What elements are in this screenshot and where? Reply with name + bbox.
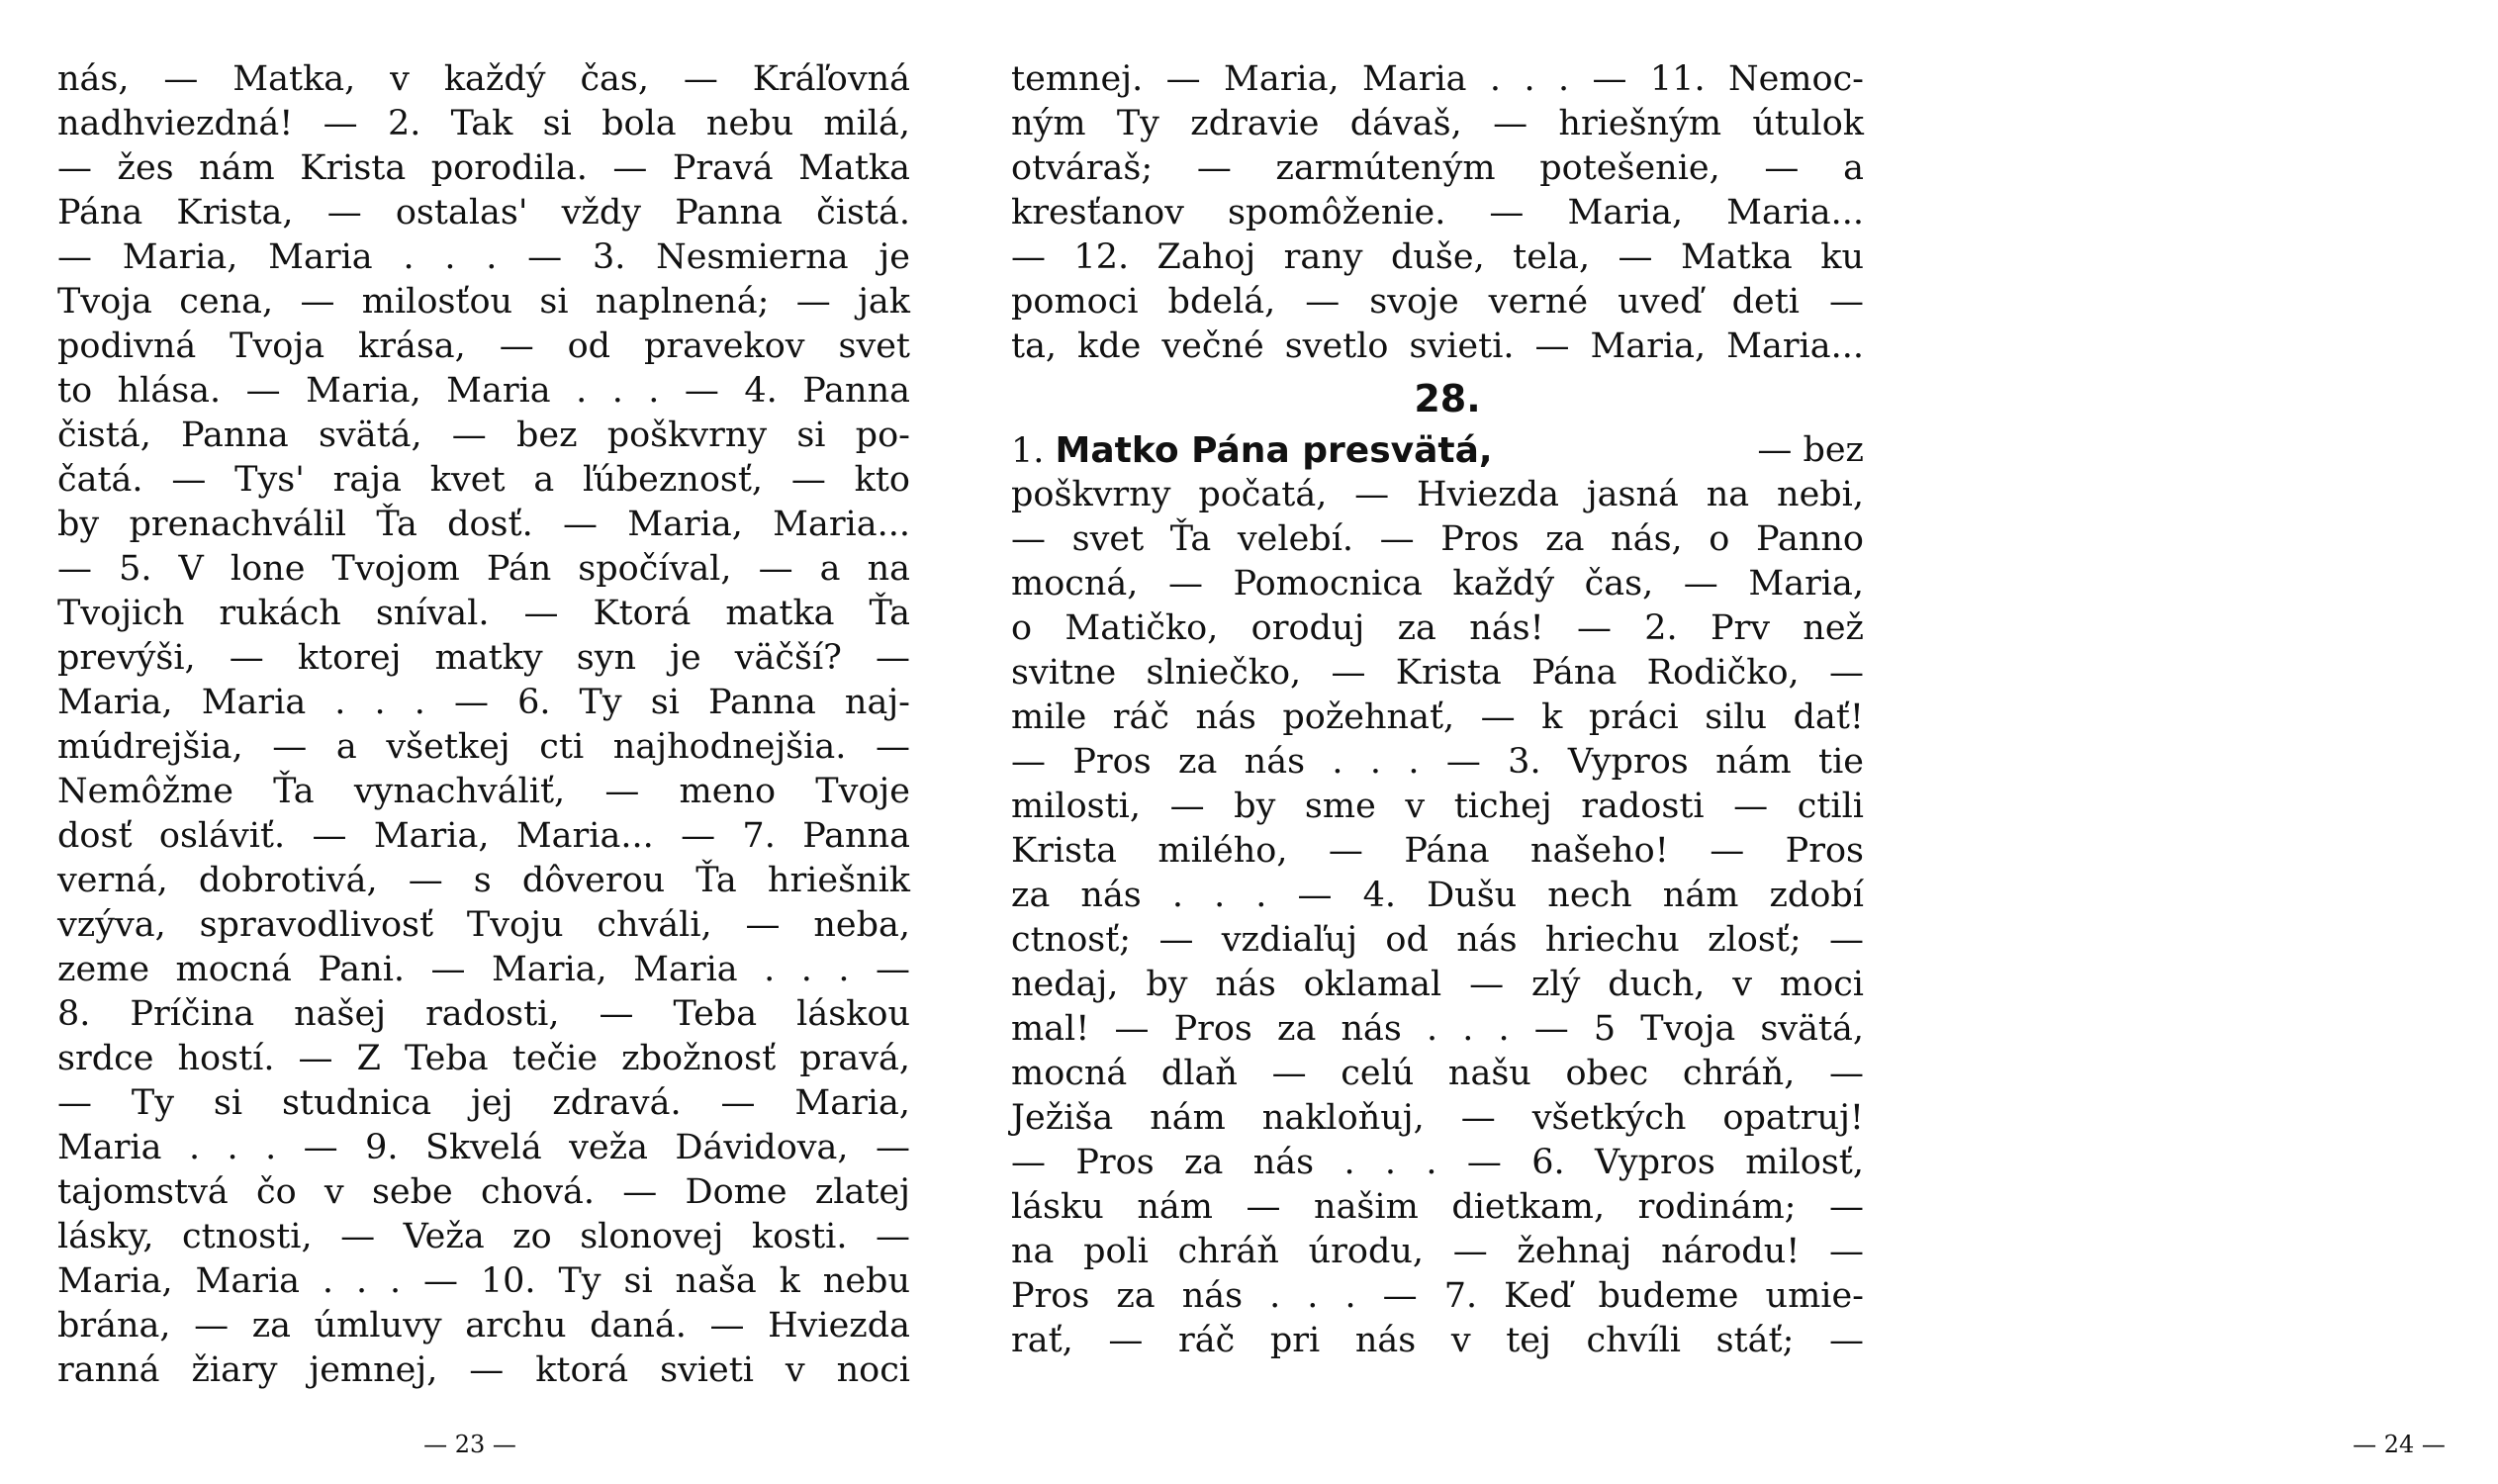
text-line: Maria . . . — 9. Skvelá veža Dávidova, — <box>57 1128 910 1167</box>
text-line: rať, — ráč pri nás v tej chvíli stáť; — <box>1011 1321 1864 1360</box>
text-line: mal! — Pros za nás . . . — 5 Tvoja svätá, <box>1011 1009 1864 1049</box>
text-line: lásku nám — našim dietkam, rodinám; — <box>1011 1187 1864 1227</box>
text-line: Nemôžme Ťa vynachváliť, — meno Tvoje <box>57 772 910 811</box>
text-line: srdce hostí. — Z Teba tečie zbožnosť pravá, <box>57 1039 910 1078</box>
text-line: svitne slniečko, — Krista Pána Rodičko, — <box>1011 653 1864 693</box>
text-line: — 12. Zahoj rany duše, tela, — Matka ku <box>1011 237 1864 277</box>
text-line: za nás . . . — 4. Dušu nech nám zdobí <box>1011 876 1864 915</box>
text-line: — 5. V lone Tvojom Pán spočíval, — a na <box>57 549 910 589</box>
text-line: pomoci bdelá, — svoje verné uveď deti — <box>1011 282 1864 322</box>
text-line: mile ráč nás požehnať, — k práci silu dať! <box>1011 697 1864 737</box>
text-line: temnej. — Maria, Maria . . . — 11. Nemoc- <box>1011 59 1864 99</box>
text-line: Ježiša nám nakloňuj, — všetkých opatruj! <box>1011 1098 1864 1138</box>
left-page-text <box>57 57 910 1393</box>
text-line: ctnosť; — vzdiaľuj od nás hriechu zlosť; — <box>1011 920 1864 960</box>
hymn-number: 28. <box>1414 377 1481 420</box>
text-line: Pána Krista, — ostalas' vždy Panna čistá. <box>57 193 910 232</box>
text-line: by prenachválil Ťa dosť. — Maria, Maria... <box>57 505 910 544</box>
hymn-title-line <box>1011 428 1864 473</box>
right-page-text <box>1011 57 1864 1363</box>
text-line: nedaj, by nás oklamal — zlý duch, v moci <box>1011 965 1864 1004</box>
text-line: lásky, ctnosti, — Veža zo slonovej kosti. — <box>57 1217 910 1256</box>
text-line: Tvoja cena, — milosťou si naplnená; — jak <box>57 282 910 322</box>
text-line: zeme mocná Pani. — Maria, Maria . . . — <box>57 950 910 989</box>
text-line: na poli chráň úrodu, — žehnaj národu! — <box>1011 1232 1864 1271</box>
text-line: tajomstvá čo v sebe chová. — Dome zlatej <box>57 1172 910 1212</box>
text-line: mocná dlaň — celú našu obec chráň, — <box>1011 1054 1864 1093</box>
text-line: Tvojich rukách sníval. — Ktorá matka Ťa <box>57 594 910 633</box>
text-line: Maria, Maria . . . — 6. Ty si Panna naj- <box>57 683 910 722</box>
text-line: čatá. — Tys' raja kvet a ľúbeznosť, — kto <box>57 460 910 500</box>
page-number-left: — 23 — <box>423 1431 516 1458</box>
text-line: o Matičko, oroduj za nás! — 2. Prv než <box>1011 608 1864 648</box>
text-line: ranná žiary jemnej, — ktorá svieti v noci <box>57 1350 910 1390</box>
text-line: čistá, Panna svätá, — bez poškvrny si po- <box>57 416 910 455</box>
text-line: Pros za nás . . . — 7. Keď budeme umie- <box>1011 1276 1864 1316</box>
text-line: milosti, — by sme v tichej radosti — ctili <box>1011 787 1864 826</box>
text-line: prevýši, — ktorej matky syn je väčší? — <box>57 638 910 678</box>
text-line: verná, dobrotivá, — s dôverou Ťa hriešnik <box>57 861 910 900</box>
text-line: dosť osláviť. — Maria, Maria... — 7. Panna <box>57 816 910 856</box>
text-line: kresťanov spomôženie. — Maria, Maria... <box>1011 193 1864 232</box>
text-line: múdrejšia, — a všetkej cti najhodnejšia. — <box>57 727 910 767</box>
text-line: poškvrny počatá, — Hviezda jasná na nebi, <box>1011 475 1864 514</box>
text-line: to hlása. — Maria, Maria . . . — 4. Panna <box>57 371 910 411</box>
text-line: nadhviezdná! — 2. Tak si bola nebu milá, <box>57 104 910 143</box>
text-line: — Pros za nás . . . — 3. Vypros nám tie <box>1011 742 1864 782</box>
title-line-rest: — bez <box>1757 430 1864 470</box>
text-line: vzýva, spravodlivosť Tvoju chváli, — neba, <box>57 905 910 945</box>
page-number-right: — 24 — <box>2353 1431 2446 1458</box>
text-line: brána, — za úmluvy archu daná. — Hviezda <box>57 1306 910 1345</box>
text-line: 8. Príčina našej radosti, — Teba láskou <box>57 994 910 1034</box>
text-line: ta, kde večné svetlo svieti. — Maria, Maria... <box>1011 326 1864 366</box>
text-line: podivná Tvoja krása, — od pravekov svet <box>57 326 910 366</box>
text-line: mocná, — Pomocnica každý čas, — Maria, <box>1011 564 1864 603</box>
text-line: — Ty si studnica jej zdravá. — Maria, <box>57 1083 910 1123</box>
text-line: — Maria, Maria . . . — 3. Nesmierna je <box>57 237 910 277</box>
text-line: — žes nám Krista porodila. — Pravá Matka <box>57 148 910 188</box>
text-line: — Pros za nás . . . — 6. Vypros milosť, <box>1011 1143 1864 1182</box>
verse-number: 1. <box>1011 431 1056 471</box>
left-page <box>0 0 957 1484</box>
text-line: Maria, Maria . . . — 10. Ty si naša k nebu <box>57 1261 910 1301</box>
text-line: Krista milého, — Pána našeho! — Pros <box>1011 831 1864 871</box>
hymn-title-group <box>1011 428 1493 473</box>
text-line: — svet Ťa velebí. — Pros za nás, o Panno <box>1011 519 1864 559</box>
text-line: nás, — Matka, v každý čas, — Kráľovná <box>57 59 910 99</box>
text-line: otváraš; — zarmúteným potešenie, — a <box>1011 148 1864 188</box>
text-line: ným Ty zdravie dávaš, — hriešným útulok <box>1011 104 1864 143</box>
hymn-title: Matko Pána presvätá, <box>1055 430 1493 471</box>
